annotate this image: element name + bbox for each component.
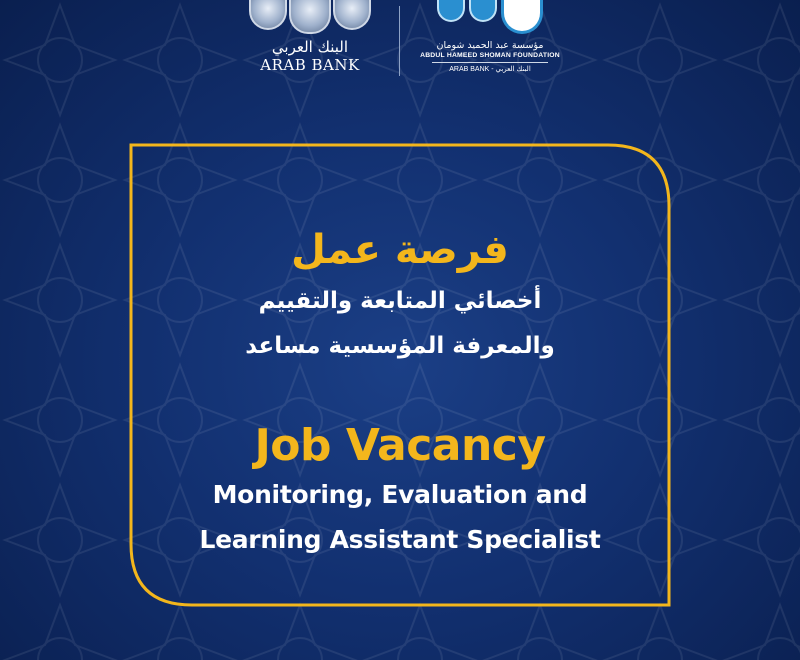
role-arabic-line-2: والمعرفة المؤسسية مساعد — [245, 333, 555, 359]
arab-bank-name-english: ARAB BANK — [260, 56, 360, 74]
shoman-foundation-logo — [420, 0, 560, 85]
shoman-name-english: ABDUL HAMEED SHOMAN FOUNDATION — [420, 52, 560, 59]
shoman-emblem-icon — [420, 0, 560, 34]
arab-bank-coins-icon — [245, 0, 375, 34]
header — [0, 0, 800, 90]
role-arabic-line-1: أخصائي المتابعة والتقييم — [258, 288, 542, 314]
role-english-line-2: Learning Assistant Specialist — [199, 525, 601, 554]
role-english-line-1: Monitoring, Evaluation and — [212, 480, 588, 509]
shoman-subtitle: ARAB BANK - البنك العربي — [449, 66, 531, 73]
title-arabic: فرصة عمل — [291, 227, 509, 273]
arab-bank-logo — [245, 0, 375, 82]
logo-divider — [399, 6, 400, 76]
shoman-divider-line — [432, 62, 548, 63]
arab-bank-name-arabic: البنك العربي — [271, 38, 349, 56]
title-english: Job Vacancy — [254, 420, 546, 471]
vacancy-card — [131, 145, 669, 605]
shoman-name-arabic: مؤسسة عبد الحميد شومان — [436, 40, 544, 51]
